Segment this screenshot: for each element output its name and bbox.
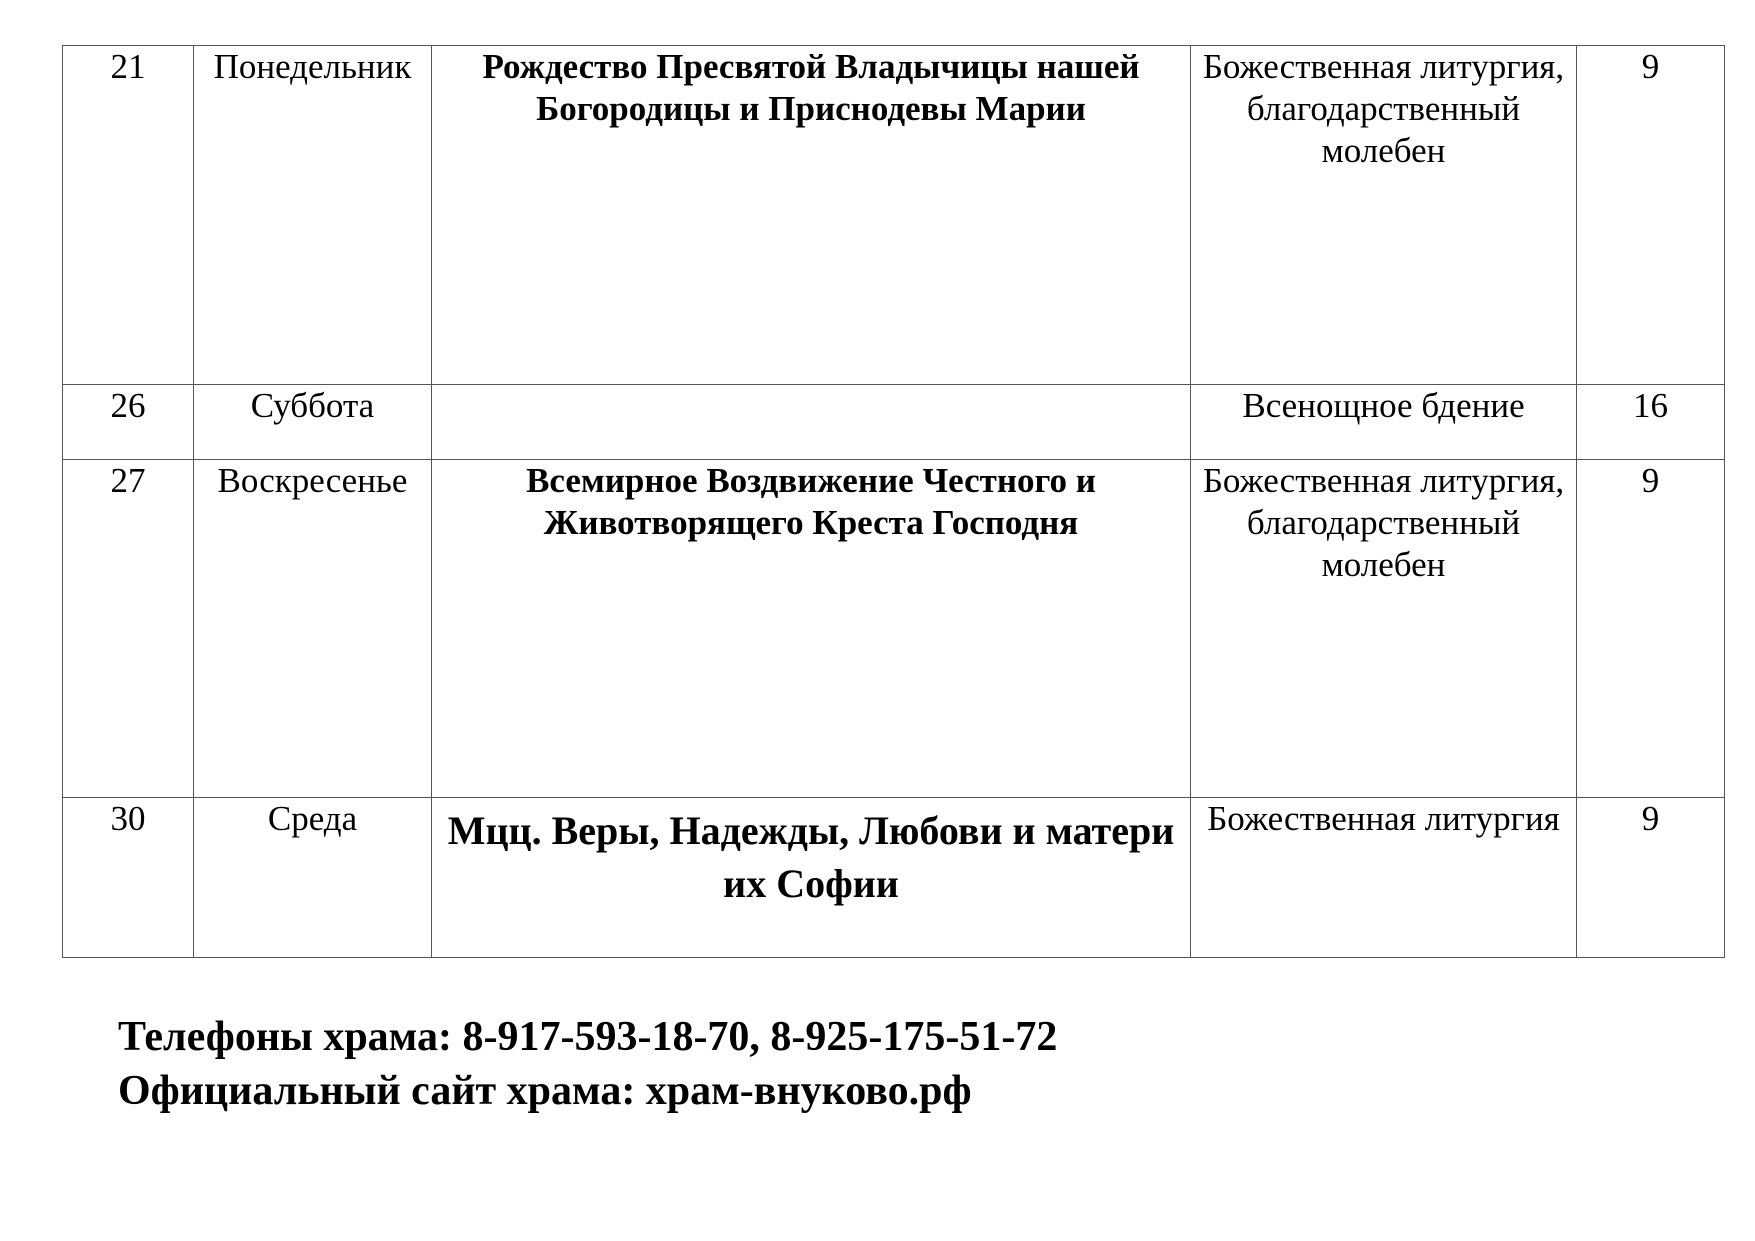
schedule-row (63, 385, 1725, 460)
feast-cell: Рождество Пресвятой Владычицы нашей Богородицы и Приснодевы Марии (432, 46, 1191, 385)
weekday-cell: Суббота (194, 385, 432, 460)
service-cell: Божественная литургия, благодарственный молебен (1191, 46, 1577, 385)
time-cell: 9 (1577, 798, 1725, 958)
time-cell: 16 (1577, 385, 1725, 460)
phones-line: Телефоны храма: 8-917-593-18-70, 8-925-175-51-72 (118, 1014, 1058, 1060)
time-cell: 9 (1577, 460, 1725, 798)
schedule-row (63, 460, 1725, 798)
date-cell: 30 (63, 798, 194, 958)
date-cell: 26 (63, 385, 194, 460)
service-cell: Всенощное бдение (1191, 385, 1577, 460)
feast-cell: Всемирное Воздвижение Честного и Животворящего Креста Господня (432, 460, 1191, 798)
service-cell: Божественная литургия (1191, 798, 1577, 958)
date-cell: 21 (63, 46, 194, 385)
schedule-row (63, 798, 1725, 958)
weekday-cell: Воскресенье (194, 460, 432, 798)
schedule-row (63, 46, 1725, 385)
feast-cell (432, 385, 1191, 460)
website-line: Официальный сайт храма: храм-внуково.рф (118, 1068, 972, 1114)
feast-cell: Мцц. Веры, Надежды, Любови и матери их Софии (432, 798, 1191, 958)
time-cell: 9 (1577, 46, 1725, 385)
date-cell: 27 (63, 460, 194, 798)
weekday-cell: Среда (194, 798, 432, 958)
contact-footer (118, 1010, 1057, 1118)
service-cell: Божественная литургия, благодарственный молебен (1191, 460, 1577, 798)
schedule-table (62, 45, 1725, 958)
weekday-cell: Понедельник (194, 46, 432, 385)
